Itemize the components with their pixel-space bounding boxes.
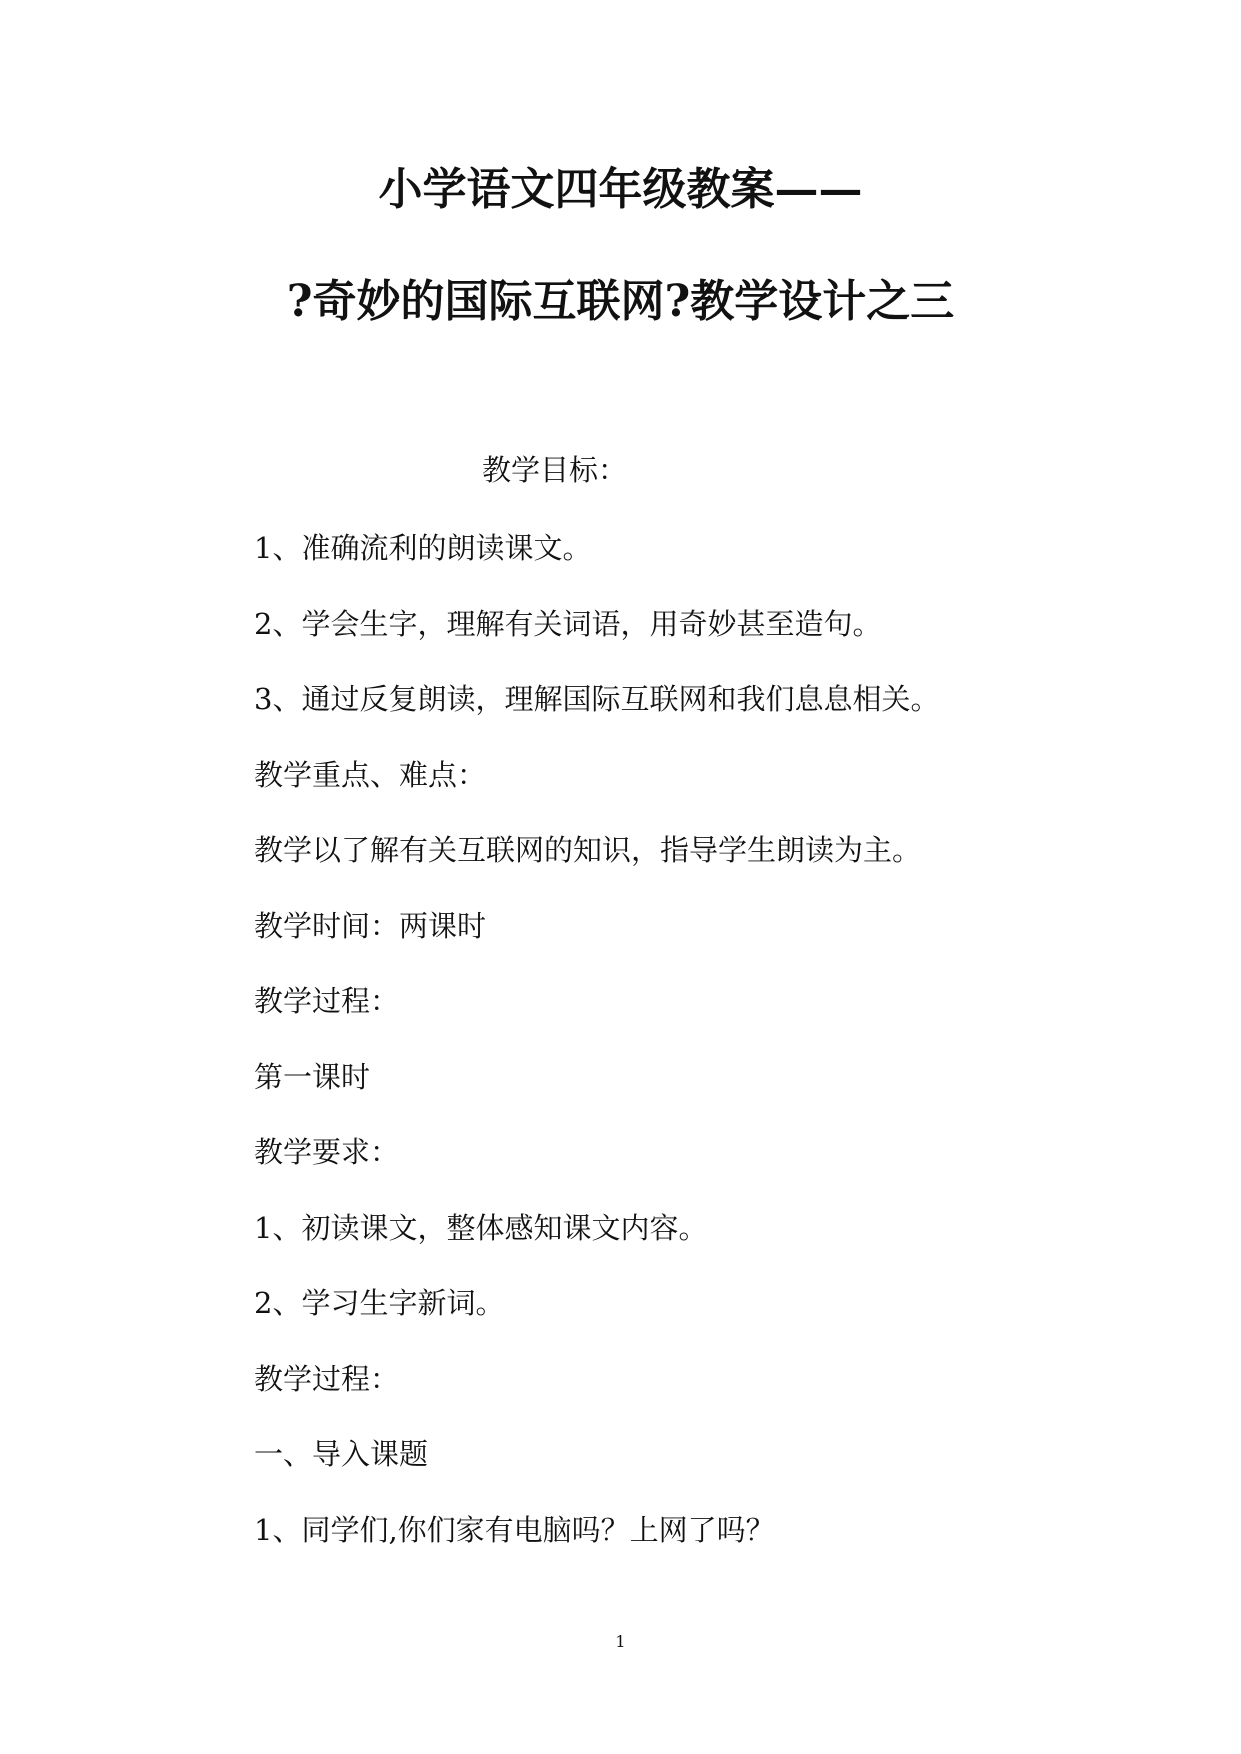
- paragraph: 教学过程：: [254, 1361, 400, 1396]
- paragraph: 2、学会生字，理解有关词语，用奇妙甚至造句。: [254, 606, 882, 641]
- paragraph: 1、初读课文，整体感知课文内容。: [254, 1210, 708, 1245]
- document-title-line-2: ?奇妙的国际互联网?教学设计之三: [286, 276, 955, 327]
- body-paragraphs: [254, 528, 939, 1585]
- paragraph: 教学重点、难点：: [254, 757, 487, 792]
- page-number: 1: [615, 1632, 626, 1651]
- paragraph: 教学以了解有关互联网的知识，指导学生朗读为主。: [254, 833, 922, 867]
- paragraph: 一、导入课题: [254, 1437, 429, 1471]
- paragraph: 教学过程：: [254, 984, 400, 1018]
- document-title-line-1: 小学语文四年级教案——: [378, 164, 863, 215]
- paragraph: 1、同学们,你们家有电脑吗？上网了吗？: [254, 1512, 775, 1547]
- teaching-goals-heading: 教学目标：: [482, 453, 628, 487]
- paragraph: 3、通过反复朗读，理解国际互联网和我们息息相关。: [254, 682, 940, 716]
- paragraph: 第一课时: [254, 1059, 371, 1094]
- paragraph: 1、准确流利的朗读课文。: [254, 531, 592, 565]
- paragraph: 2、学习生字新词。: [254, 1286, 505, 1320]
- paragraph: 教学要求：: [254, 1135, 400, 1169]
- paragraph: 教学时间：两课时: [254, 908, 487, 943]
